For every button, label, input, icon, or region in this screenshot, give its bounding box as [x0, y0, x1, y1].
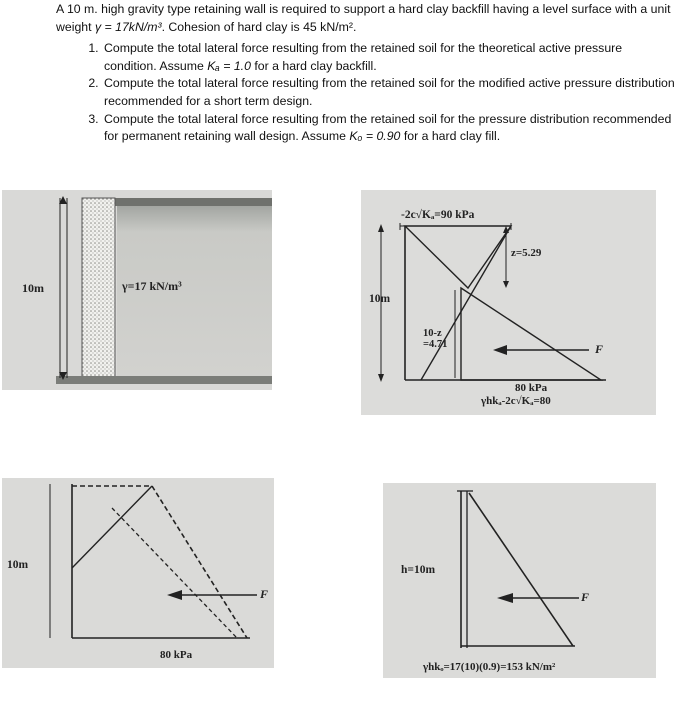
- pressure-line-right: [152, 486, 247, 638]
- ko-value: Kₒ = 0.90: [349, 129, 401, 144]
- figure-active-pressure-svg: [361, 190, 656, 415]
- retaining-wall: [82, 198, 115, 378]
- remaining-label-1: 10-z: [423, 328, 442, 339]
- figure-active-pressure: [361, 190, 656, 415]
- tension-zone: [405, 226, 511, 288]
- pressure-line-left: [72, 486, 152, 568]
- force-label: F: [595, 342, 604, 356]
- figure-modified-pressure-svg: [2, 478, 274, 668]
- pressure-formula-label: γhkₐ-2c√Kₐ=80: [481, 395, 551, 407]
- force-arrowhead: [167, 590, 182, 600]
- figure-wall-soil: [2, 190, 272, 390]
- height-label: h=10m: [401, 564, 436, 576]
- ka-value: Kₐ = 1.0: [207, 58, 251, 73]
- problem-statement: [56, 1, 676, 146]
- pressure-dashed-diagonal: [112, 508, 237, 638]
- force-label: F: [260, 587, 269, 601]
- intro-text: A 10 m. high gravity type retaining wall is required to support a hard clay backfill having a level surface with a unit weight: [56, 2, 671, 34]
- height-arrow-top: [378, 224, 384, 232]
- z-label: z=5.29: [511, 247, 542, 259]
- question-3: 3. Compute the total lateral force resulting from the retained soil for the pressure distribution recommended for permanent retaining wall design. Assume Kₒ = 0.90 for a hard clay fill.: [102, 111, 676, 146]
- pressure-formula-label: γhkₒ=17(10)(0.9)=153 kN/m²: [423, 661, 556, 673]
- height-label: 10m: [7, 559, 29, 571]
- question-1: 1. Compute the total lateral force resulting from the retained soil for the theoretical active pressure condition. Assume Kₐ = 1.0 for a hard clay backfill.: [102, 40, 676, 75]
- unit-weight-label: γ=17 kN/m³: [122, 279, 182, 293]
- force-arrowhead: [497, 593, 513, 603]
- height-label: 10m: [369, 293, 391, 305]
- question-list: [56, 40, 676, 146]
- figure-wall-soil-svg: [2, 190, 272, 390]
- question-2: 2. Compute the total lateral force resulting from the retained soil for the modified active pressure distribution recommended for a short term design.: [102, 75, 676, 110]
- bottom-pressure-label: 80 kPa: [160, 649, 193, 661]
- force-arrowhead: [493, 345, 507, 355]
- bottom-pressure-label: 80 kPa: [515, 382, 548, 394]
- height-label: 10m: [22, 281, 44, 295]
- tension-top-label: -2c√Kₐ=90 kPa: [401, 209, 475, 221]
- cohesion-text: . Cohesion of hard clay is 45 kN/m².: [161, 19, 357, 34]
- pressure-diagonal: [469, 493, 573, 646]
- pressure-diagonal: [421, 226, 511, 380]
- unit-weight-value: γ = 17kN/m³: [94, 19, 162, 34]
- problem-intro: [56, 1, 676, 36]
- figure-at-rest-pressure-svg: [383, 483, 656, 678]
- ground-base: [56, 376, 272, 384]
- figure-modified-pressure: [2, 478, 274, 668]
- remaining-label-2: =4.71: [423, 339, 448, 350]
- figure-at-rest-pressure: [383, 483, 656, 678]
- force-label: F: [581, 590, 590, 604]
- compression-zone: [461, 288, 604, 380]
- height-arrow-bottom: [378, 374, 384, 382]
- z-arrow-bottom: [503, 281, 509, 288]
